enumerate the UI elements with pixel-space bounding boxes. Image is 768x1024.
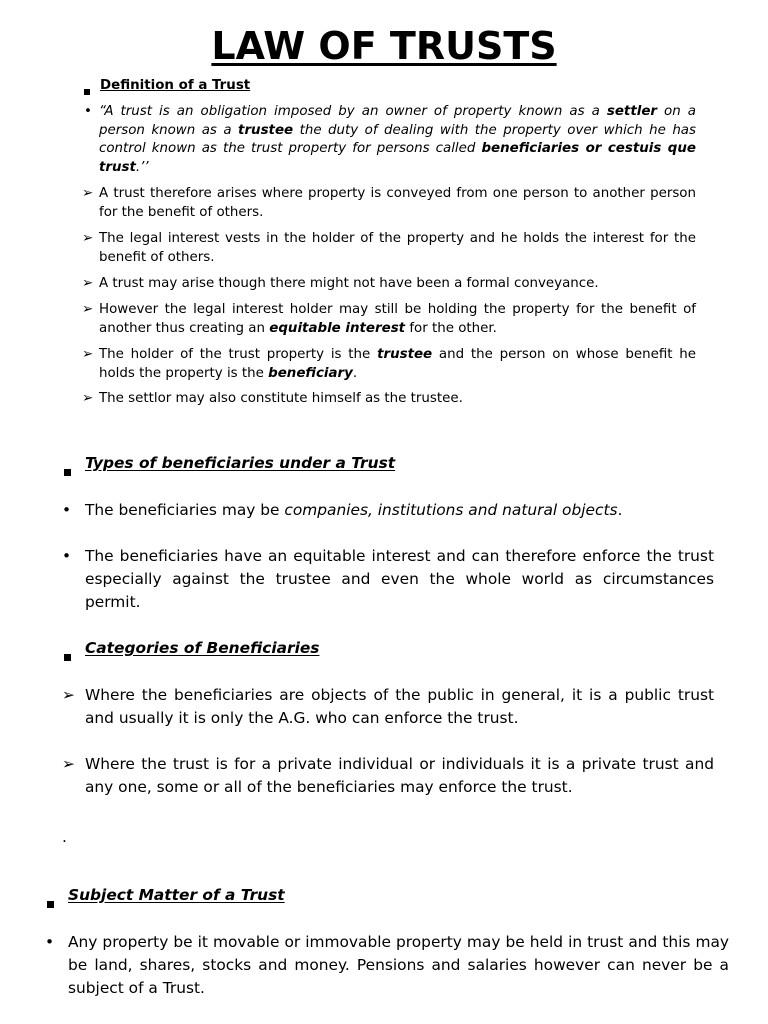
square-bullet-icon bbox=[47, 901, 54, 908]
square-bullet-icon bbox=[84, 89, 90, 95]
types-heading-text: Types of beneficiaries under a Trust bbox=[85, 454, 396, 472]
subject-heading-text: Subject Matter of a Trust bbox=[68, 886, 285, 904]
definition-point-5: ➢ The holder of the trust property is the trustee and the person on whose benefit he holds the property is the beneficiary. bbox=[82, 347, 696, 381]
subject-section-heading bbox=[47, 884, 727, 907]
types-bullet-2: • The beneficiaries have an equitable interest and can therefore enforce the trust especially against the trustee and even the whole world as circumstances permit. bbox=[62, 547, 714, 611]
arrow-bullet-icon: ➢ bbox=[62, 755, 75, 773]
arrow-bullet-icon: ➢ bbox=[82, 276, 94, 291]
categories-point-1: ➢ Where the beneficiaries are objects of the public in general, it is a public trust and usually it is only the A.G. who can enforce the trust. bbox=[62, 686, 714, 727]
bullet-icon: • bbox=[62, 501, 72, 519]
arrow-bullet-icon: ➢ bbox=[82, 302, 94, 317]
term-settler: settler bbox=[606, 104, 658, 119]
term-beneficiaries: beneficiaries or cestuis que trust bbox=[99, 141, 697, 175]
categories-heading-text: Categories of Beneficiaries bbox=[85, 639, 320, 657]
definition-quote: • “A trust is an obligation imposed by an owner of property known as a settler on a person known as a trustee the duty of dealing with the property over which he has control known as the trust property for persons called beneficiaries or cestuis que trust.’’ bbox=[84, 104, 697, 175]
definition-point-2: ➢ The legal interest vests in the holder of the property and he holds the interest for the benefit of others. bbox=[82, 231, 696, 265]
term-beneficiary: beneficiary bbox=[268, 365, 353, 381]
definition-point-6: ➢ The settlor may also constitute himself as the trustee. bbox=[82, 390, 696, 409]
arrow-bullet-icon: ➢ bbox=[62, 686, 75, 704]
definition-section-heading bbox=[84, 77, 704, 96]
arrow-bullet-icon: ➢ bbox=[82, 347, 94, 362]
term-trustee-2: trustee bbox=[377, 347, 433, 362]
term-trustee: trustee bbox=[238, 122, 294, 138]
stray-period: . bbox=[62, 828, 67, 846]
subject-bullet-1: • Any property be it movable or immovable property may be held in trust and this may be land, shares, stocks and money. Pensions and salaries however can never be a subject of a Trust. bbox=[45, 933, 729, 997]
bullet-icon: • bbox=[62, 547, 72, 565]
arrow-bullet-icon: ➢ bbox=[82, 186, 94, 201]
types-section-heading bbox=[64, 452, 714, 475]
categories-point-2: ➢ Where the trust is for a private individual or individuals it is a private trust and any one, some or all of the beneficiaries may enforce the trust. bbox=[62, 755, 714, 796]
types-bullet-1: • The beneficiaries may be companies, institutions and natural objects. bbox=[62, 499, 714, 522]
definition-heading-text: Definition of a Trust bbox=[100, 78, 251, 93]
arrow-bullet-icon: ➢ bbox=[82, 391, 94, 406]
categories-section-heading bbox=[64, 637, 714, 660]
bullet-icon: • bbox=[84, 104, 92, 119]
definition-point-3: ➢ A trust may arise though there might not have been a formal conveyance. bbox=[82, 275, 696, 294]
definition-point-4: ➢ However the legal interest holder may still be holding the property for the benefit of another thus creating an equitable interest for the other. bbox=[82, 302, 696, 336]
bullet-icon: • bbox=[45, 933, 55, 951]
square-bullet-icon bbox=[64, 469, 71, 476]
term-equitable-interest: equitable interest bbox=[269, 320, 406, 336]
page-title: LAW OF TRUSTS bbox=[211, 24, 557, 68]
arrow-bullet-icon: ➢ bbox=[82, 231, 94, 246]
definition-point-1: ➢ A trust therefore arises where property is conveyed from one person to another person for the benefit of others. bbox=[82, 186, 696, 220]
square-bullet-icon bbox=[64, 654, 71, 661]
